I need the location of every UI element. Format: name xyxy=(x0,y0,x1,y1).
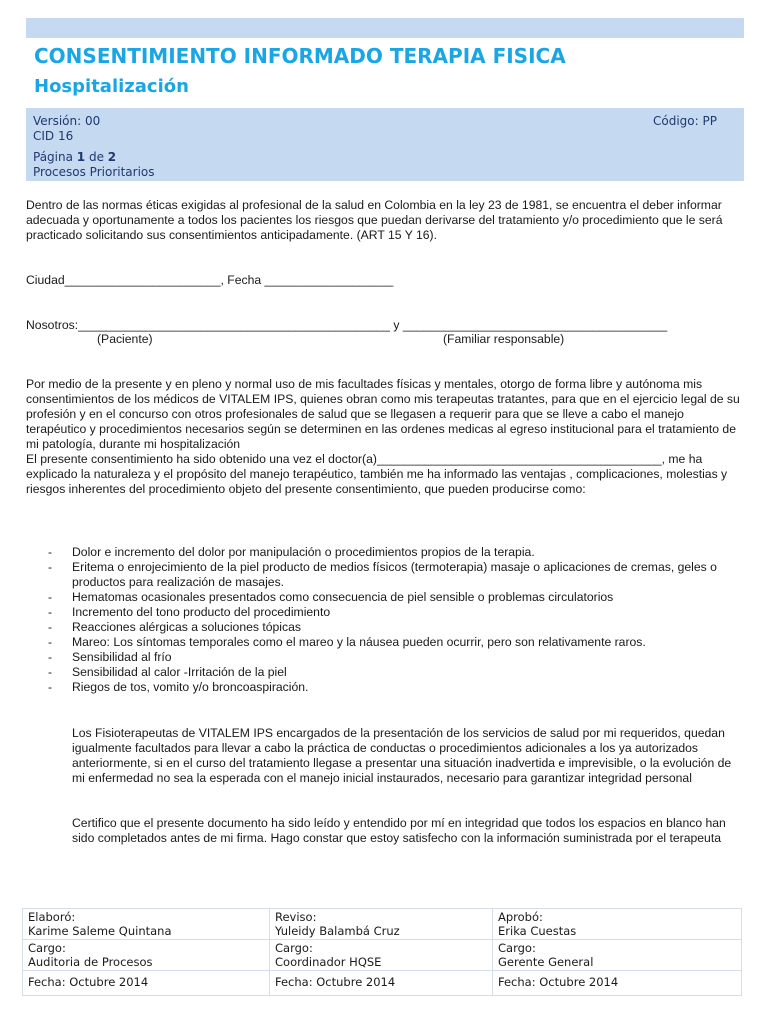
risk-text: Reacciones alérgicas a soluciones tópicas xyxy=(72,620,301,634)
page-total: 2 xyxy=(107,150,117,164)
list-dash: - xyxy=(48,620,53,634)
list-dash: - xyxy=(48,560,53,574)
table-row xyxy=(23,909,742,940)
list-item xyxy=(48,605,748,620)
fisioterapeutas-paragraph: Los Fisioterapeutas de VITALEM IPS encargados de la presentación de los servicios de salud por mi requeridos, quedan igualmente facultados para llevar a cabo la práctica de conductas o procedimientos adicionales a los ya autorizados anteriormente, si en el curso del tratamiento llegase a presentar una situación inadvertida e imprevisible, o la evolución de mi enfermedad no sea la esperada con el manejo inicial instaurados, necesario para garantizar integridad personal xyxy=(72,726,732,785)
reviso-cell xyxy=(270,909,493,940)
document-subtitle: Hospitalización xyxy=(34,76,189,97)
familiar-label: (Familiar responsable) xyxy=(443,332,565,346)
fecha-cell: Fecha: Octubre 2014 xyxy=(23,971,270,996)
fecha-cell: Fecha: Octubre 2014 xyxy=(493,971,742,996)
list-item xyxy=(48,680,748,695)
person-name: Erika Cuestas xyxy=(498,924,577,938)
cargo-value: Gerente General xyxy=(498,955,594,969)
cid-label: CID 16 xyxy=(33,129,74,143)
header-band xyxy=(26,18,744,38)
risk-text: Sensibilidad al frío xyxy=(72,650,172,664)
list-dash: - xyxy=(48,650,53,664)
cargo-cell xyxy=(493,940,742,971)
page-indicator xyxy=(33,150,116,164)
list-item xyxy=(48,665,748,680)
signature-table xyxy=(22,908,742,996)
cargo-cell xyxy=(270,940,493,971)
risk-text: Incremento del tono producto del procedimiento xyxy=(72,605,331,619)
list-item xyxy=(48,560,748,590)
page-of: de xyxy=(85,150,108,164)
risk-text: Sensibilidad al calor -Irritación de la piel xyxy=(72,665,287,679)
document-meta-box xyxy=(26,108,744,181)
cargo-cell xyxy=(23,940,270,971)
nosotros-line: Nosotros:______________________________________________ y _______________________________________ xyxy=(26,318,668,332)
paciente-label: (Paciente) xyxy=(97,332,153,346)
role-label: Elaboró: xyxy=(28,910,76,924)
list-dash: - xyxy=(48,665,53,679)
risk-list xyxy=(48,545,748,695)
document-title: CONSENTIMIENTO INFORMADO TERAPIA FISICA xyxy=(34,44,566,68)
risk-text: Eritema o enrojecimiento de la piel producto de medios físicos (termoterapia) masaje o aplicaciones de cremas, geles o productos para realización de masajes. xyxy=(72,560,717,589)
risk-text: Hematomas ocasionales presentados como consecuencia de piel sensible o problemas circulatorios xyxy=(72,590,614,604)
intro-paragraph: Dentro de las normas éticas exigidas al profesional de la salud en Colombia en la ley 23 de 1981, se encuentra el deber informar adecuada y oportunamente a todos los pacientes los riesgos que puedan derivarse del tratamiento y/o procedimiento que le será practicado solicitando sus consentimientos anticipadamente. (ART 15 Y 16). xyxy=(26,198,723,242)
cargo-label: Cargo: xyxy=(28,941,66,955)
cargo-label: Cargo: xyxy=(275,941,313,955)
role-label: Reviso: xyxy=(275,910,317,924)
list-dash: - xyxy=(48,680,53,694)
list-dash: - xyxy=(48,590,53,604)
fecha-cell: Fecha: Octubre 2014 xyxy=(270,971,493,996)
list-item xyxy=(48,635,748,650)
list-dash: - xyxy=(48,545,53,559)
elaboro-cell xyxy=(23,909,270,940)
consent-paragraph: Por medio de la presente y en pleno y normal uso de mis facultades físicas y mentales, otorgo de forma libre y autónoma mis consentimientos de los médicos de VITALEM IPS, quienes obran como mis terapeutas tratantes, para que en el ejercicio legal de su profesión y en el concurso con otros profesionales de salud que se llegasen a requerir para que se lleve a cabo el manejo terapéutico y procedimientos necesarios según se determinen en las ordenes medicas al egreso institucional para el tratamiento de mi patología, durante mi hospitalización El presente consentimiento ha sido obtenido una vez el doctor(a)__________________________________________, me ha explicado la naturaleza y el propósito del manejo terapéutico, también me ha informado las ventajas , complicaciones, molestias y riesgos inherentes del procedimiento objeto del presente consentimiento, que pueden producirse como: xyxy=(26,377,740,496)
cargo-value: Auditoria de Procesos xyxy=(28,955,153,969)
table-row xyxy=(23,971,742,996)
list-dash: - xyxy=(48,605,53,619)
list-dash: - xyxy=(48,635,53,649)
table-row xyxy=(23,940,742,971)
cargo-label: Cargo: xyxy=(498,941,536,955)
risk-text: Riegos de tos, vomito y/o broncoaspiración. xyxy=(72,680,309,694)
risk-text: Mareo: Los síntomas temporales como el mareo y la náusea pueden ocurrir, pero son relativamente raros. xyxy=(72,635,646,649)
certification-paragraph: Certifico que el presente documento ha sido leído y entendido por mí en integridad que todos los espacios en blanco han sido completados antes de mi firma. Hago constar que estoy satisfecho con la información suministrada por el terapeuta xyxy=(72,816,726,845)
risk-text: Dolor e incremento del dolor por manipulación o procedimientos propios de la terapia. xyxy=(72,545,535,559)
aprobo-cell xyxy=(493,909,742,940)
list-item xyxy=(48,545,748,560)
process-label: Procesos Prioritarios xyxy=(33,165,155,179)
role-label: Aprobó: xyxy=(498,910,543,924)
list-item xyxy=(48,590,748,605)
page-prefix: Página xyxy=(33,150,77,164)
city-date-line: Ciudad_______________________, Fecha ___________________ xyxy=(26,273,394,287)
list-item xyxy=(48,620,748,635)
person-name: Karime Saleme Quintana xyxy=(28,924,172,938)
cargo-value: Coordinador HQSE xyxy=(275,955,382,969)
list-item xyxy=(48,650,748,665)
page-current: 1 xyxy=(76,150,86,164)
code-label: Código: PP xyxy=(653,114,717,128)
person-name: Yuleidy Balambá Cruz xyxy=(275,924,400,938)
version-label: Versión: 00 xyxy=(33,114,101,128)
